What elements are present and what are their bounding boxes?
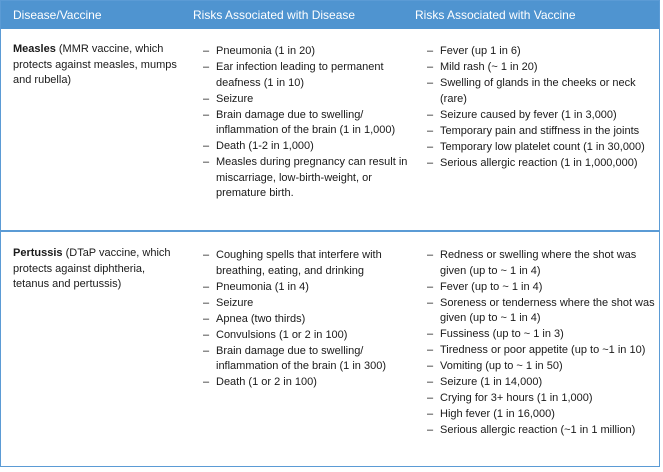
header-disease-vaccine: Disease/Vaccine <box>13 8 102 22</box>
disease-cell <box>13 42 183 89</box>
risk-item: – Seizure <box>203 92 410 108</box>
risk-item: – Pneumonia (1 in 4) <box>203 280 410 296</box>
risk-item: – Swelling of glands in the cheeks or neck (rare) <box>427 76 659 107</box>
risk-item: – Death (1 or 2 in 100) <box>203 375 410 391</box>
disease-description: (DTaP vaccine, which protects against diphtheria, tetanus and pertussis) <box>13 247 171 290</box>
header-vaccine-risks: Risks Associated with Vaccine <box>415 8 576 22</box>
risk-item: – High fever (1 in 16,000) <box>427 407 659 423</box>
risk-item: – Brain damage due to swelling/ inflammation of the brain (1 in 1,000) <box>203 108 410 139</box>
vaccine-risk-list <box>427 44 659 172</box>
risk-item: – Soreness or tenderness where the shot was given (up to ~ 1 in 4) <box>427 296 659 327</box>
vaccine-risk-list <box>427 248 659 439</box>
risk-item: – Seizure <box>203 296 410 312</box>
risk-item: – Death (1-2 in 1,000) <box>203 139 410 155</box>
table-row-pertussis <box>1 230 659 466</box>
risk-item: – Apnea (two thirds) <box>203 312 410 328</box>
risk-item: – Crying for 3+ hours (1 in 1,000) <box>427 391 659 407</box>
table-header <box>1 1 659 29</box>
risk-item: – Fever (up to ~ 1 in 4) <box>427 280 659 296</box>
risk-item: – Seizure (1 in 14,000) <box>427 375 659 391</box>
risk-item: – Redness or swelling where the shot was given (up to ~ 1 in 4) <box>427 248 659 279</box>
risk-item: – Fever (up 1 in 6) <box>427 44 659 60</box>
header-disease-risks: Risks Associated with Disease <box>193 8 356 22</box>
table-row-measles <box>1 29 659 230</box>
disease-risk-list <box>203 44 410 202</box>
risk-item: – Serious allergic reaction (1 in 1,000,000) <box>427 156 659 172</box>
risk-item: – Convulsions (1 or 2 in 100) <box>203 328 410 344</box>
risk-item: – Pneumonia (1 in 20) <box>203 44 410 60</box>
disease-name: Pertussis <box>13 247 63 259</box>
risk-item: – Measles during pregnancy can result in miscarriage, low-birth-weight, or premature birth. <box>203 155 410 202</box>
risk-item: – Mild rash (~ 1 in 20) <box>427 60 659 76</box>
risk-item: – Ear infection leading to permanent deafness (1 in 10) <box>203 60 410 91</box>
risk-item: – Vomiting (up to ~ 1 in 50) <box>427 359 659 375</box>
risk-item: – Serious allergic reaction (~1 in 1 million) <box>427 423 659 439</box>
risk-item: – Temporary low platelet count (1 in 30,000) <box>427 140 659 156</box>
risk-item: – Brain damage due to swelling/ inflammation of the brain (1 in 300) <box>203 344 410 375</box>
disease-risk-list <box>203 248 410 391</box>
risk-item: – Fussiness (up to ~ 1 in 3) <box>427 327 659 343</box>
risk-item: – Seizure caused by fever (1 in 3,000) <box>427 108 659 124</box>
risk-item: – Tiredness or poor appetite (up to ~1 in 10) <box>427 343 659 359</box>
risk-item: – Coughing spells that interfere with breathing, eating, and drinking <box>203 248 410 279</box>
disease-name: Measles <box>13 43 56 55</box>
disease-cell <box>13 246 183 293</box>
risk-item: – Temporary pain and stiffness in the joints <box>427 124 659 140</box>
disease-description: (MMR vaccine, which protects against measles, mumps and rubella) <box>13 43 177 86</box>
